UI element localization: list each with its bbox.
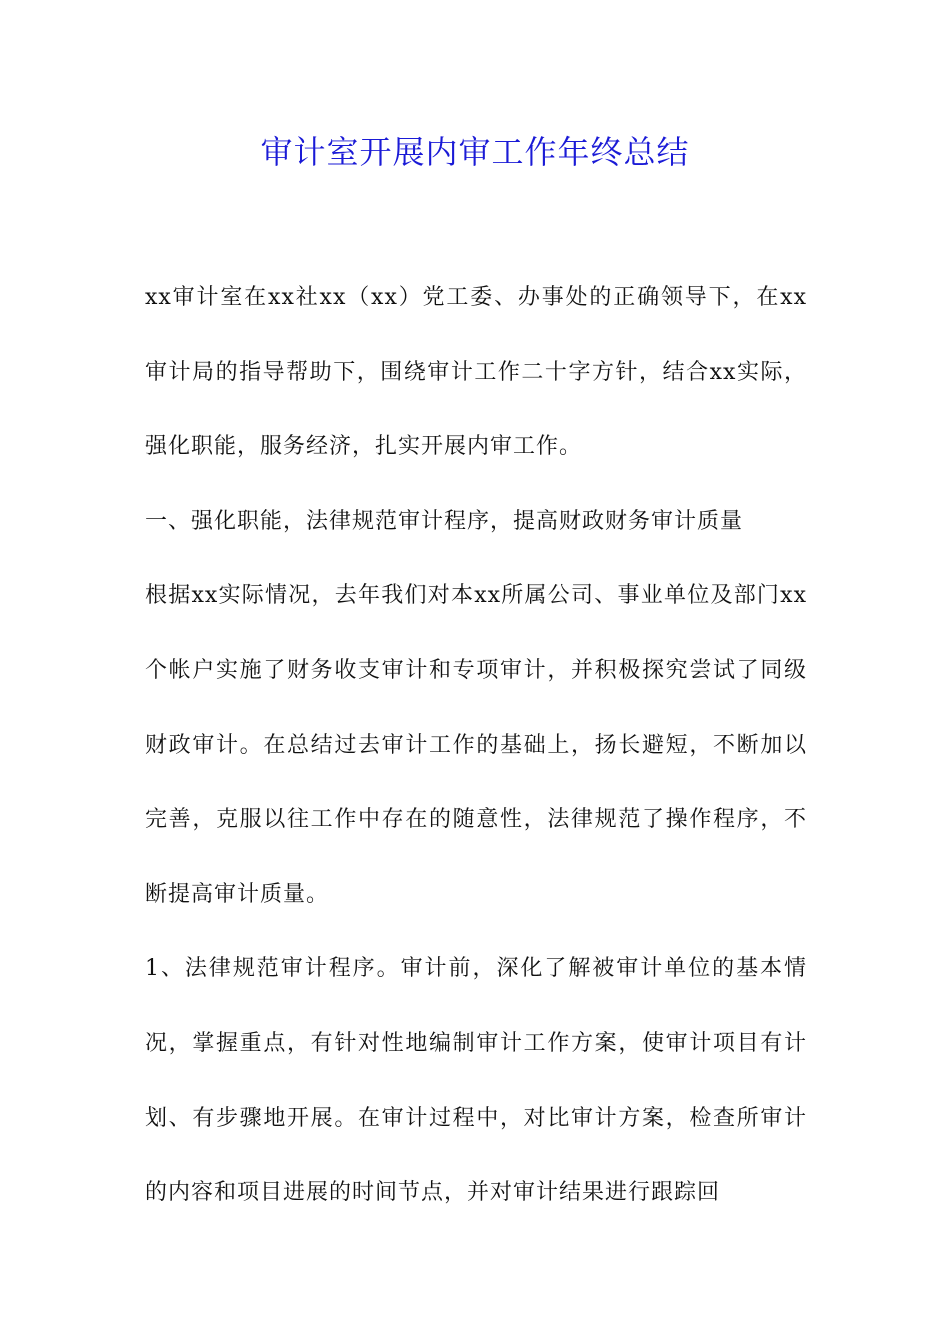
paragraph-item-1: 1、法律规范审计程序。审计前，深化了解被审计单位的基本情况，掌握重点，有针对性地编制审计工作方案，使审计项目有计划、有步骤地开展。在审计过程中，对比审计方案，检查所审计的内容和项目进展的时间节点，并对审计结果进行跟踪回 [145, 956, 807, 1206]
section-heading-1: 一、强化职能，法律规范审计程序，提高财政财务审计质量 [145, 508, 744, 534]
document-title: 审计室开展内审工作年终总结 [260, 133, 690, 171]
paragraph-intro: xx审计室在xx社xx（xx）党工委、办事处的正确领导下，在xx审计局的指导帮助下，围绕审计工作二十字方针，结合xx实际，强化职能，服务经济，扎实开展内审工作。 [145, 285, 807, 460]
document-body [145, 261, 807, 1231]
paragraph-section-1: 根据xx实际情况，去年我们对本xx所属公司、事业单位及部门xx个帐户实施了财务收支审计和专项审计，并积极探究尝试了同级财政审计。在总结过去审计工作的基础上，扬长避短，不断加以完善，克服以往工作中存在的随意性，法律规范了操作程序，不断提高审计质量。 [145, 583, 807, 907]
